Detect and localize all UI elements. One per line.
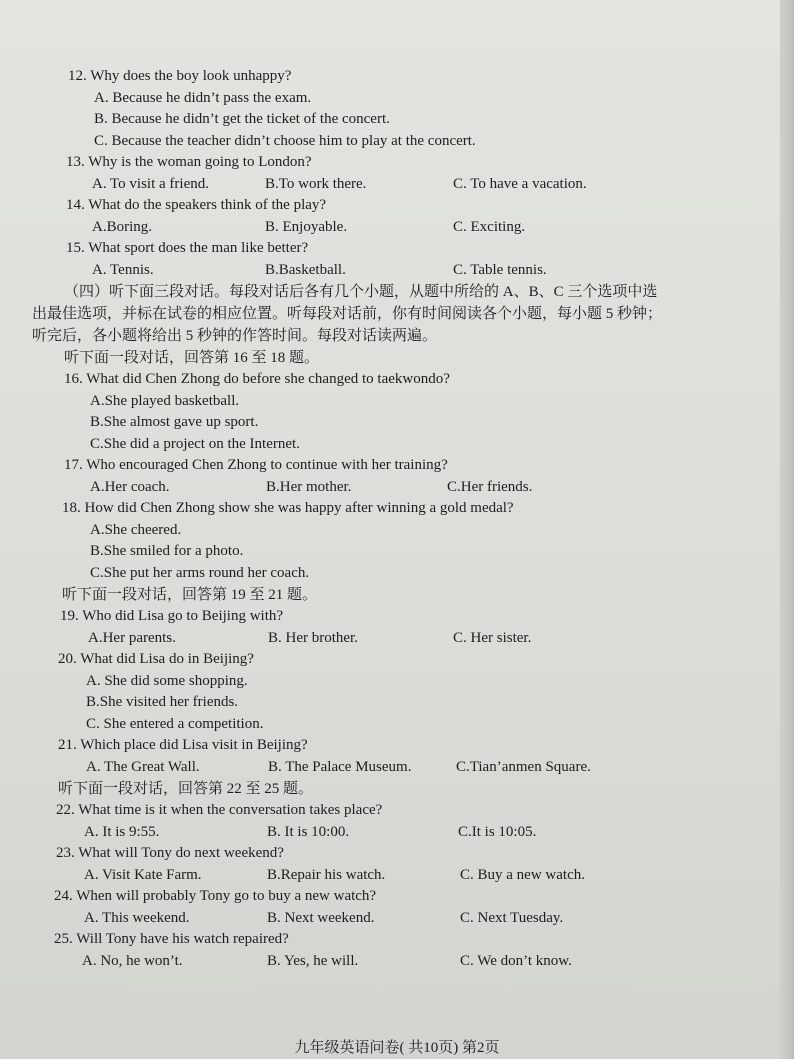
question-13: 13. Why is the woman going to London? <box>66 154 312 170</box>
q23-option-b: B.Repair his watch. <box>267 866 386 883</box>
q23-option-a: A. Visit Kate Farm. <box>84 866 202 883</box>
q14-option-b: B. Enjoyable. <box>265 218 348 235</box>
q21-options <box>40 757 740 779</box>
question-18: 18. How did Chen Zhong show she was happy after winning a gold medal? <box>62 500 514 516</box>
q19-options <box>40 628 740 650</box>
section-4-instructions: （四）听下面三段对话。每段对话后各有几个小题，从题中所给的 A、B、C 三个选项中选出最佳选项，并标在试卷的相应位置。听每段对话前，你有时间阅读各个小题，每小题 5 秒钟；听完后，各小题将给出 5 秒钟的作答时间。每段对话读两遍。 <box>32 284 663 344</box>
question-17: 17. Who encouraged Chen Zhong to continue with her training? <box>64 457 448 473</box>
q15-option-b: B.Basketball. <box>265 261 346 278</box>
q23-option-c: C. Buy a new watch. <box>460 866 585 883</box>
q18-option-a: A.She cheered. <box>90 521 182 538</box>
q15-option-a: A. Tennis. <box>92 261 154 278</box>
q20-option-a: A. She did some shopping. <box>86 672 248 689</box>
q12-option-c: C. Because the teacher didn’t choose him to play at the concert. <box>94 132 476 149</box>
dialogue-note-19-21: 听下面一段对话，回答第 19 至 21 题。 <box>62 587 318 603</box>
q17-option-a: A.Her coach. <box>90 478 170 495</box>
q14-options <box>40 217 740 239</box>
q22-option-b: B. It is 10:00. <box>267 823 350 840</box>
q16-option-a: A.She played basketball. <box>90 392 240 409</box>
q13-option-a: A. To visit a friend. <box>92 175 209 192</box>
page-footer: 九年级英语问卷( 共10页) 第2页 <box>294 1040 500 1056</box>
q23-options <box>40 865 740 887</box>
q24-option-b: B. Next weekend. <box>267 909 375 926</box>
q12-option-b: B. Because he didn’t get the ticket of the concert. <box>94 111 390 127</box>
q15-option-c: C. Table tennis. <box>453 261 547 278</box>
dialogue-note-16-18: 听下面一段对话，回答第 16 至 18 题。 <box>64 350 320 366</box>
q21-option-b: B. The Palace Museum. <box>268 758 412 775</box>
q14-option-a: A.Boring. <box>92 218 152 235</box>
dialogue-note-22-25: 听下面一段对话，回答第 22 至 25 题。 <box>58 781 314 797</box>
page-edge <box>780 0 794 1059</box>
q25-option-c: C. We don’t know. <box>460 952 572 969</box>
q24-option-a: A. This weekend. <box>84 909 190 926</box>
question-15: 15. What sport does the man like better? <box>66 240 309 256</box>
question-16: 16. What did Chen Zhong do before she changed to taekwondo? <box>64 371 450 387</box>
question-20: 20. What did Lisa do in Beijing? <box>58 651 254 667</box>
q15-options <box>40 260 740 282</box>
question-19: 19. Who did Lisa go to Beijing with? <box>60 608 284 624</box>
q22-options <box>40 822 740 844</box>
question-22: 22. What time is it when the conversation takes place? <box>56 802 383 818</box>
q17-option-c: C.Her friends. <box>447 478 533 495</box>
q13-option-b: B.To work there. <box>265 175 367 192</box>
q21-option-c: C.Tian’anmen Square. <box>456 758 591 775</box>
question-12: 12. Why does the boy look unhappy? <box>68 68 292 84</box>
question-23: 23. What will Tony do next weekend? <box>56 845 284 861</box>
q14-option-c: C. Exciting. <box>453 218 526 235</box>
page-content <box>32 66 740 972</box>
q17-option-b: B.Her mother. <box>266 478 352 495</box>
question-25: 25. Will Tony have his watch repaired? <box>54 931 289 947</box>
q18-option-c: C.She put her arms round her coach. <box>90 564 310 581</box>
q21-option-a: A. The Great Wall. <box>86 758 200 775</box>
q24-option-c: C. Next Tuesday. <box>460 909 564 926</box>
q13-option-c: C. To have a vacation. <box>453 175 587 192</box>
q20-option-b: B.She visited her friends. <box>86 694 239 710</box>
q22-option-a: A. It is 9:55. <box>84 823 160 840</box>
q19-option-a: A.Her parents. <box>88 629 176 646</box>
q25-option-a: A. No, he won’t. <box>82 952 183 969</box>
q19-option-b: B. Her brother. <box>268 629 358 646</box>
q19-option-c: C. Her sister. <box>453 629 532 646</box>
q17-options <box>40 477 740 499</box>
question-24: 24. When will probably Tony go to buy a new watch? <box>54 888 377 904</box>
q25-option-b: B. Yes, he will. <box>267 952 359 969</box>
q20-option-c: C. She entered a competition. <box>86 715 264 732</box>
q13-options <box>40 174 740 196</box>
q25-options <box>40 951 740 973</box>
q16-option-c: C.She did a project on the Internet. <box>90 435 300 452</box>
q16-option-b: B.She almost gave up sport. <box>90 414 259 430</box>
question-21: 21. Which place did Lisa visit in Beijing? <box>58 737 308 753</box>
q22-option-c: C.It is 10:05. <box>458 823 537 840</box>
q12-option-a: A. Because he didn’t pass the exam. <box>94 89 312 106</box>
q18-option-b: B.She smiled for a photo. <box>90 543 244 559</box>
question-14: 14. What do the speakers think of the play? <box>66 197 327 213</box>
q24-options <box>40 908 740 930</box>
